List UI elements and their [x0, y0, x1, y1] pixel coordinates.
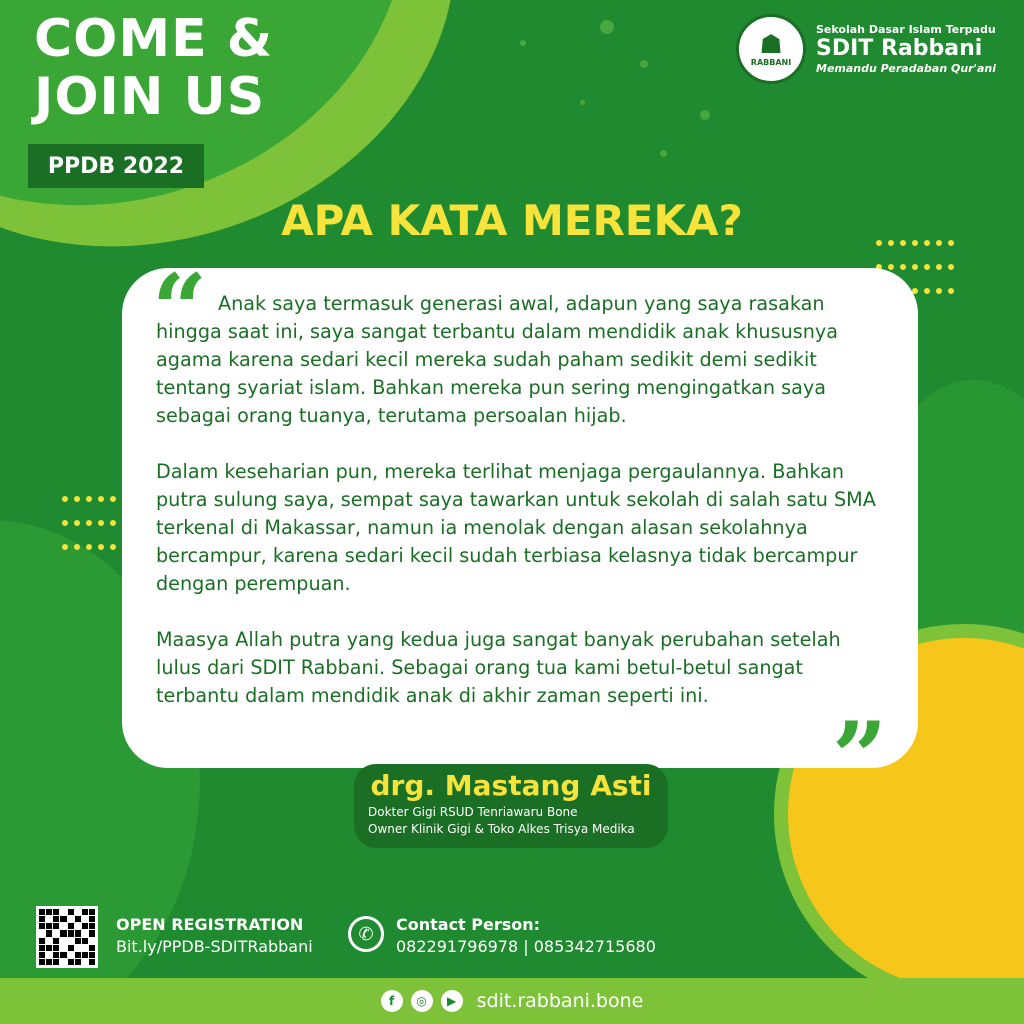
section-title: APA KATA MEREKA?	[281, 196, 743, 245]
school-seal-icon	[736, 14, 806, 84]
registration-title: OPEN REGISTRATION	[116, 915, 304, 934]
testimonial-text	[156, 290, 886, 738]
registration-link[interactable]: Bit.ly/PPDB-SDITRabbani	[116, 937, 313, 956]
author-card	[354, 764, 668, 848]
close-quote-icon: ”	[832, 701, 888, 814]
youtube-icon[interactable]: ▶	[441, 990, 463, 1012]
headline	[34, 10, 273, 126]
footer-bar	[0, 978, 1024, 1024]
testimonial-paragraph-1: Anak saya termasuk generasi awal, adapun yang saya rasakan hingga saat ini, saya sangat terbantu dalam mendidik anak khususnya agama karena sedari kecil mereka sudah paham sedikit demi sedikit tentang syariat islam. Bahkan mereka pun sering mengingatkan saya sebagai orang tuanya, terutama persoalan hijab.	[156, 292, 839, 427]
contact-info	[396, 914, 656, 958]
author-name: drg. Mastang Asti	[370, 769, 652, 802]
school-logo	[736, 14, 996, 84]
headline-line-2: JOIN US	[34, 67, 266, 127]
registration-info	[116, 914, 313, 958]
author-role-2: Owner Klinik Gigi & Toko Alkes Trisya Medika	[368, 822, 635, 836]
school-type: Sekolah Dasar Islam Terpadu	[816, 23, 996, 36]
testimonial-paragraph-2: Dalam keseharian pun, mereka terlihat menjaga pergaulannya. Bahkan putra sulung saya, sempat saya tawarkan untuk sekolah di salah satu SMA terkenal di Makassar, namun ia menolak dengan alasan sekolahnya bercampur, karena sedari kecil sudah terbiasa kelasnya tidak bercampur dengan perempuan.	[156, 460, 876, 595]
school-tagline: Memandu Peradaban Qur'ani	[816, 62, 996, 75]
facebook-icon[interactable]: f	[381, 990, 403, 1012]
seal-text: RABBANI	[750, 57, 792, 67]
open-quote-icon: “	[152, 253, 208, 366]
headline-line-1: COME &	[34, 9, 274, 69]
seal-figure-icon: ☗	[759, 29, 783, 60]
school-title: SDIT Rabbani	[816, 36, 983, 61]
author-role-1: Dokter Gigi RSUD Tenriawaru Bone	[368, 805, 578, 819]
qr-code-icon[interactable]	[36, 906, 98, 968]
social-handle[interactable]: sdit.rabbani.bone	[476, 990, 644, 1012]
testimonial-paragraph-3: Maasya Allah putra yang kedua juga sangat banyak perubahan setelah lulus dari SDIT Rabbani. Sebagai orang tua kami betul-betul sangat terbantu dalam mendidik anak di akhir zaman seperti ini.	[156, 628, 841, 707]
instagram-icon[interactable]: ◎	[411, 990, 433, 1012]
ppdb-badge: PPDB 2022	[28, 144, 204, 188]
whatsapp-icon: ✆	[348, 916, 384, 952]
contact-phones[interactable]: 082291796978 | 085342715680	[396, 937, 656, 956]
contact-title: Contact Person:	[396, 915, 541, 934]
school-name	[816, 23, 996, 75]
